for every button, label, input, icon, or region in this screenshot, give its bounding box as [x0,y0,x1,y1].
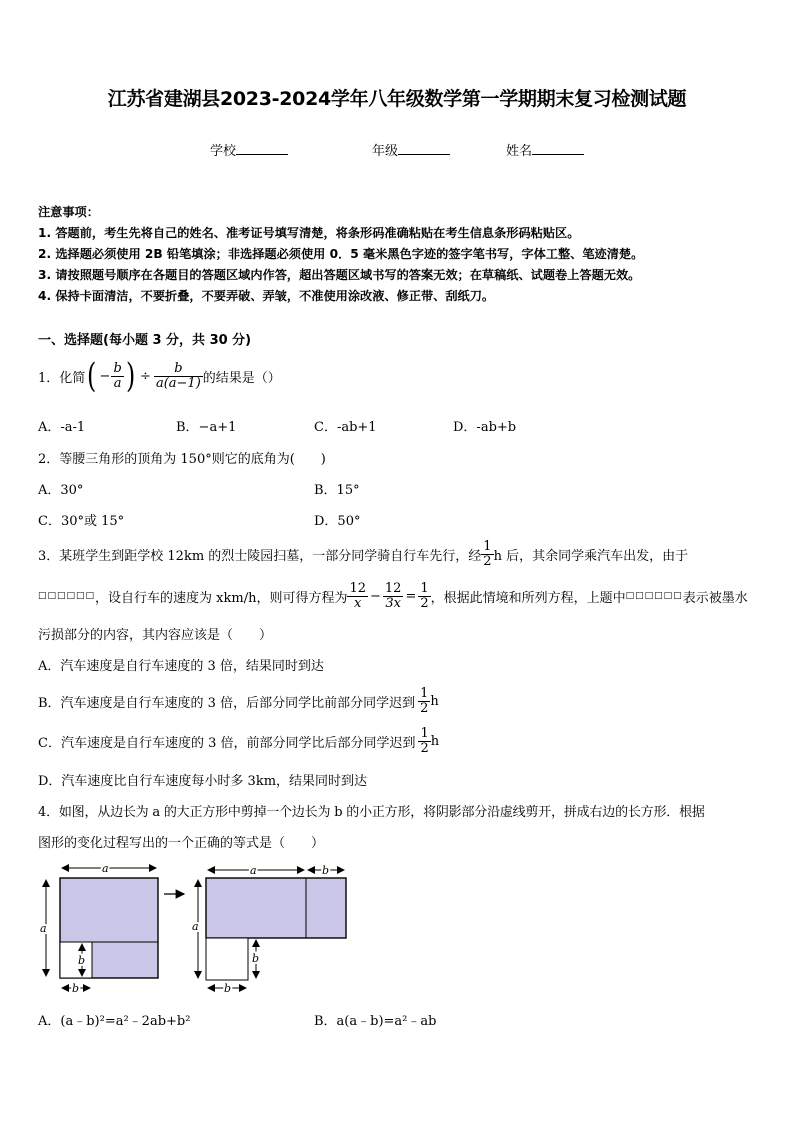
label-a: a [102,862,109,875]
grade-label: 年级 [372,144,399,159]
question-3-line-2 [38,578,748,614]
right-paren: ) [125,356,136,396]
left-paren: ( [87,356,97,396]
fraction-numerator: 12 [349,580,366,596]
option[interactable]: D．50° [314,514,361,529]
label-b: b [78,954,86,967]
page-title: 江苏省建湖县2023-2024学年八年级数学第一学期期末复习检测试题 [107,88,687,110]
option[interactable]: C．30°或 15° [38,514,125,529]
q3-text: h 后，其余同学乘汽车出发，由于 [493,548,689,564]
shaded-region [92,942,158,978]
section-heading: 一、选择题(每小题 3 分，共 30 分) [38,333,252,348]
shaded-region [60,878,158,942]
fraction-numerator: 1 [420,725,429,741]
q3-text: 表示被墨水 [682,590,748,606]
half-fraction [481,540,493,569]
question-4-line-1: 4．如图，从边长为 a 的大正方形中剪掉一个边长为 b 的小正方形，将阴影部分沿虚线剪开，拼成右边的长方形．根据 [38,805,705,820]
square-rectangle-diagram [34,858,364,998]
fraction-denominator: x [354,595,362,611]
school-blank[interactable] [236,142,288,155]
half-fraction [418,687,430,716]
notice-item: 3. 请按照题号顺序在各题目的答题区域内作答，超出答题区域书写的答案无效；在草稿纸、试题卷上答题无效。 [38,268,641,282]
ink-blot: □□□□□□ [38,591,96,601]
school-label: 学校 [210,144,237,159]
fraction-denominator: 3x [385,595,401,611]
option-text: C．汽车速度是自行车速度的 3 倍，前部分同学比后部分同学迟到 [38,735,416,751]
q1-fraction-1 [111,362,123,391]
grade-field[interactable] [372,140,450,159]
fraction-numerator: 1 [420,685,429,701]
fraction-numerator: b [113,360,122,376]
label-b: b [72,982,80,995]
option[interactable] [38,684,439,718]
unit-h: h [430,693,439,709]
unit-h: h [430,733,440,749]
label-b: b [252,952,260,965]
q3-text: ，根据此情境和所列方程，上题中 [430,590,626,606]
q1-fraction-2 [154,362,203,391]
option[interactable]: D．-ab+b [453,420,517,435]
option[interactable]: B．15° [314,483,360,498]
equation-fraction [347,582,368,611]
equation-equals: = [405,588,417,604]
shaded-region [206,878,346,938]
q1-suffix: 的结果是（） [202,370,281,386]
half-fraction [418,727,430,756]
option[interactable] [38,724,439,758]
ink-blot: □□□□□□ [625,591,683,601]
fraction-denominator: 2 [420,700,429,716]
label-b: b [224,982,232,995]
fraction-denominator: 2 [420,595,429,611]
equation-minus: − [370,588,381,604]
name-field[interactable] [506,140,584,159]
notice-item: 4. 保持卡面清洁，不要折叠，不要弄破、弄皱，不准使用涂改液、修正带、刮纸刀。 [38,289,495,303]
fraction-denominator: 2 [483,553,492,569]
grade-blank[interactable] [398,142,450,155]
option[interactable]: B．−a+1 [176,420,237,435]
q3-text: 3．某班学生到距学校 12km 的烈士陵园扫墓，一部分同学骑自行车先行，经 [38,548,482,564]
school-field[interactable] [210,140,288,159]
fraction-denominator: 2 [420,740,429,756]
small-square [60,942,92,978]
option[interactable]: A．汽车速度是自行车速度的 3 倍，结果同时到达 [38,659,324,674]
option[interactable]: A．30° [38,483,84,498]
label-a: a [40,922,47,935]
fraction-denominator: a(a−1) [155,375,201,391]
option[interactable]: C．-ab+1 [314,420,377,435]
fraction-numerator: 1 [483,538,492,554]
fraction-numerator: b [154,362,203,377]
name-blank[interactable] [532,142,584,155]
option[interactable]: A．(a﹣b)²=a²﹣2ab+b² [38,1014,191,1029]
option-text: B．汽车速度是自行车速度的 3 倍，后部分同学比前部分同学迟到 [38,695,416,711]
equation-fraction [383,582,404,611]
option[interactable]: A．-a-1 [38,420,86,435]
fraction-numerator: 1 [420,580,429,596]
q3-text: ，设自行车的速度为 xkm/h，则可得方程为 [95,590,348,606]
notice-item: 1. 答题前，考生先将自己的姓名、准考证号填写清楚，将条形码准确粘贴在考生信息条形码粘贴区。 [38,226,580,240]
option[interactable]: D．汽车速度比自行车速度每小时多 3km，结果同时到达 [38,774,368,789]
name-label: 姓名 [506,144,533,159]
question-1 [38,354,281,398]
q1-divide: ÷ [140,368,151,384]
fraction-denominator: a [113,375,122,391]
label-a: a [192,920,199,933]
label-a: a [250,864,257,877]
equation-fraction [418,582,430,611]
question-2: 2．等腰三角形的顶角为 150°则它的底角为( ) [38,452,326,467]
notice-heading: 注意事项： [38,205,99,219]
small-square [206,938,248,980]
q1-minus: − [99,368,111,384]
question-4-line-2: 图形的变化过程写出的一个正确的等式是（ ） [38,836,325,851]
q1-prefix: 1．化简 [38,370,86,386]
question-3-line-1 [38,536,688,572]
notice-item: 2. 选择题必须使用 2B 铅笔填涂；非选择题必须使用 0．5 毫米黑色字迹的签字笔书写，字体工整、笔迹清楚。 [38,247,644,261]
fraction-numerator: 12 [384,580,402,596]
option[interactable]: B．a(a﹣b)=a²﹣ab [314,1014,437,1029]
label-b: b [322,864,330,877]
question-3-line-3: 污损部分的内容，其内容应该是（ ） [38,628,273,643]
